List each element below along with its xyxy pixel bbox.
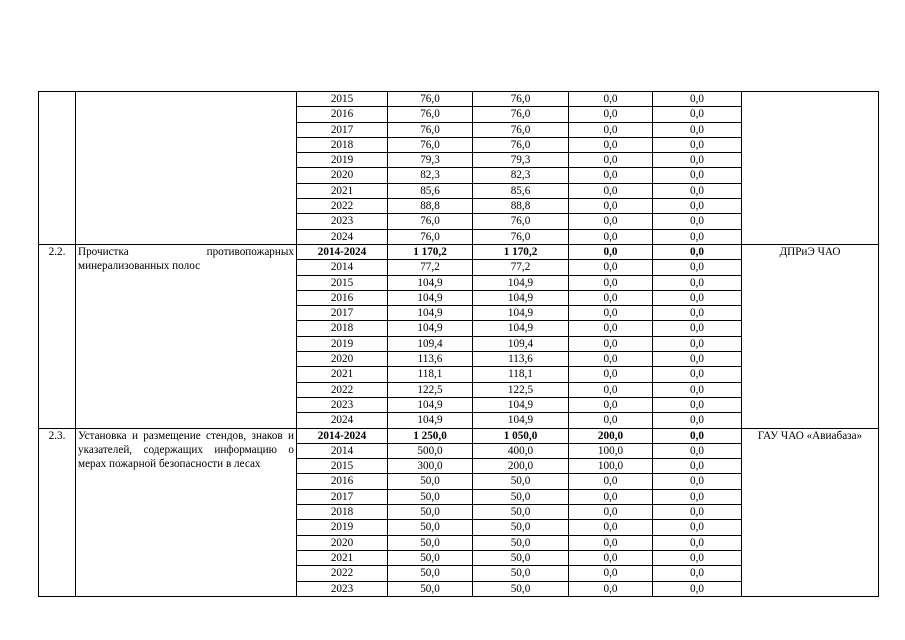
total-cell: 76,0 — [388, 137, 473, 152]
source2-cell: 0,0 — [569, 137, 653, 152]
source1-cell: 50,0 — [473, 474, 569, 489]
year-cell: 2016 — [297, 474, 388, 489]
source3-cell: 0,0 — [653, 459, 742, 474]
source2-cell: 0,0 — [569, 183, 653, 198]
total-cell: 50,0 — [388, 489, 473, 504]
source2-cell: 0,0 — [569, 367, 653, 382]
table-total-row — [39, 244, 879, 259]
source1-cell: 104,9 — [473, 321, 569, 336]
responsible-executor: ГАУ ЧАО «Авиабаза» — [742, 428, 879, 596]
total-cell: 50,0 — [388, 566, 473, 581]
year-cell: 2015 — [297, 459, 388, 474]
source3-cell: 0,0 — [653, 107, 742, 122]
year-cell: 2021 — [297, 367, 388, 382]
source1-cell: 50,0 — [473, 550, 569, 565]
total-cell: 85,6 — [388, 183, 473, 198]
total-cell: 50,0 — [388, 505, 473, 520]
year-cell: 2019 — [297, 520, 388, 535]
item-number — [39, 92, 76, 245]
responsible-executor — [742, 92, 879, 245]
total-cell: 77,2 — [388, 260, 473, 275]
source1-cell: 79,3 — [473, 153, 569, 168]
source3-cell: 0,0 — [653, 137, 742, 152]
year-cell: 2017 — [297, 306, 388, 321]
source1-cell: 122,5 — [473, 382, 569, 397]
source1-cell: 400,0 — [473, 443, 569, 458]
year-cell: 2014-2024 — [297, 428, 388, 443]
source1-cell: 109,4 — [473, 336, 569, 351]
source3-cell: 0,0 — [653, 321, 742, 336]
total-cell: 104,9 — [388, 321, 473, 336]
source2-cell: 0,0 — [569, 275, 653, 290]
source3-cell: 0,0 — [653, 382, 742, 397]
source1-cell: 85,6 — [473, 183, 569, 198]
total-cell: 50,0 — [388, 550, 473, 565]
source3-cell: 0,0 — [653, 443, 742, 458]
source3-cell: 0,0 — [653, 489, 742, 504]
year-cell: 2021 — [297, 183, 388, 198]
source1-cell: 1 170,2 — [473, 244, 569, 259]
source1-cell: 76,0 — [473, 122, 569, 137]
source1-cell: 104,9 — [473, 290, 569, 305]
table-row — [39, 92, 879, 107]
year-cell: 2024 — [297, 413, 388, 428]
year-cell: 2014 — [297, 443, 388, 458]
source2-cell: 0,0 — [569, 520, 653, 535]
source1-cell: 76,0 — [473, 214, 569, 229]
total-cell: 1 170,2 — [388, 244, 473, 259]
total-cell: 113,6 — [388, 352, 473, 367]
source1-cell: 104,9 — [473, 306, 569, 321]
source3-cell: 0,0 — [653, 581, 742, 596]
source3-cell: 0,0 — [653, 505, 742, 520]
total-cell: 76,0 — [388, 229, 473, 244]
total-cell: 104,9 — [388, 306, 473, 321]
source2-cell: 0,0 — [569, 229, 653, 244]
year-cell: 2015 — [297, 275, 388, 290]
year-cell: 2017 — [297, 122, 388, 137]
budget-table-body — [39, 92, 879, 597]
year-cell: 2022 — [297, 382, 388, 397]
budget-table — [38, 91, 879, 597]
total-cell: 50,0 — [388, 520, 473, 535]
source1-cell: 50,0 — [473, 489, 569, 504]
year-cell: 2016 — [297, 107, 388, 122]
source3-cell: 0,0 — [653, 413, 742, 428]
source3-cell: 0,0 — [653, 199, 742, 214]
year-cell: 2015 — [297, 92, 388, 107]
total-cell: 300,0 — [388, 459, 473, 474]
source3-cell: 0,0 — [653, 550, 742, 565]
source3-cell: 0,0 — [653, 229, 742, 244]
source3-cell: 0,0 — [653, 122, 742, 137]
total-cell: 1 250,0 — [388, 428, 473, 443]
total-cell: 76,0 — [388, 214, 473, 229]
source3-cell: 0,0 — [653, 397, 742, 412]
total-cell: 76,0 — [388, 107, 473, 122]
total-cell: 122,5 — [388, 382, 473, 397]
source2-cell: 200,0 — [569, 428, 653, 443]
item-description: Установка и размещение стендов, знаков и указателей, содержащих информацию о мерах пожарной безопасности в лесах — [76, 428, 297, 596]
source2-cell: 0,0 — [569, 581, 653, 596]
total-cell: 82,3 — [388, 168, 473, 183]
source3-cell: 0,0 — [653, 92, 742, 107]
year-cell: 2018 — [297, 321, 388, 336]
source3-cell: 0,0 — [653, 367, 742, 382]
year-cell: 2023 — [297, 581, 388, 596]
source3-cell: 0,0 — [653, 566, 742, 581]
source2-cell: 0,0 — [569, 122, 653, 137]
source2-cell: 0,0 — [569, 352, 653, 367]
source2-cell: 0,0 — [569, 107, 653, 122]
source3-cell: 0,0 — [653, 168, 742, 183]
source2-cell: 0,0 — [569, 290, 653, 305]
item-number: 2.3. — [39, 428, 76, 596]
source2-cell: 0,0 — [569, 153, 653, 168]
source3-cell: 0,0 — [653, 214, 742, 229]
total-cell: 109,4 — [388, 336, 473, 351]
source1-cell: 200,0 — [473, 459, 569, 474]
year-cell: 2024 — [297, 229, 388, 244]
total-cell: 104,9 — [388, 275, 473, 290]
source1-cell: 104,9 — [473, 413, 569, 428]
source1-cell: 1 050,0 — [473, 428, 569, 443]
year-cell: 2014-2024 — [297, 244, 388, 259]
source2-cell: 100,0 — [569, 443, 653, 458]
source3-cell: 0,0 — [653, 352, 742, 367]
total-cell: 76,0 — [388, 122, 473, 137]
source2-cell: 100,0 — [569, 459, 653, 474]
total-cell: 50,0 — [388, 535, 473, 550]
source3-cell: 0,0 — [653, 260, 742, 275]
total-cell: 500,0 — [388, 443, 473, 458]
source2-cell: 0,0 — [569, 306, 653, 321]
source2-cell: 0,0 — [569, 336, 653, 351]
source1-cell: 76,0 — [473, 92, 569, 107]
source1-cell: 50,0 — [473, 505, 569, 520]
total-cell: 118,1 — [388, 367, 473, 382]
year-cell: 2017 — [297, 489, 388, 504]
total-cell: 50,0 — [388, 581, 473, 596]
item-description — [76, 92, 297, 245]
year-cell: 2023 — [297, 214, 388, 229]
source3-cell: 0,0 — [653, 474, 742, 489]
source1-cell: 50,0 — [473, 566, 569, 581]
year-cell: 2022 — [297, 566, 388, 581]
source2-cell: 0,0 — [569, 244, 653, 259]
year-cell: 2018 — [297, 505, 388, 520]
year-cell: 2021 — [297, 550, 388, 565]
total-cell: 104,9 — [388, 290, 473, 305]
source3-cell: 0,0 — [653, 244, 742, 259]
source2-cell: 0,0 — [569, 321, 653, 336]
source3-cell: 0,0 — [653, 153, 742, 168]
source2-cell: 0,0 — [569, 382, 653, 397]
source1-cell: 50,0 — [473, 581, 569, 596]
year-cell: 2020 — [297, 168, 388, 183]
source2-cell: 0,0 — [569, 214, 653, 229]
source1-cell: 104,9 — [473, 397, 569, 412]
source1-cell: 50,0 — [473, 520, 569, 535]
source1-cell: 104,9 — [473, 275, 569, 290]
source1-cell: 77,2 — [473, 260, 569, 275]
source1-cell: 118,1 — [473, 367, 569, 382]
source2-cell: 0,0 — [569, 489, 653, 504]
source1-cell: 113,6 — [473, 352, 569, 367]
source3-cell: 0,0 — [653, 336, 742, 351]
year-cell: 2020 — [297, 352, 388, 367]
total-cell: 104,9 — [388, 397, 473, 412]
source2-cell: 0,0 — [569, 566, 653, 581]
total-cell: 50,0 — [388, 474, 473, 489]
source2-cell: 0,0 — [569, 92, 653, 107]
year-cell: 2014 — [297, 260, 388, 275]
source2-cell: 0,0 — [569, 168, 653, 183]
year-cell: 2020 — [297, 535, 388, 550]
source1-cell: 88,8 — [473, 199, 569, 214]
source3-cell: 0,0 — [653, 535, 742, 550]
source2-cell: 0,0 — [569, 505, 653, 520]
source3-cell: 0,0 — [653, 520, 742, 535]
year-cell: 2019 — [297, 336, 388, 351]
source1-cell: 82,3 — [473, 168, 569, 183]
total-cell: 88,8 — [388, 199, 473, 214]
source1-cell: 76,0 — [473, 137, 569, 152]
year-cell: 2023 — [297, 397, 388, 412]
source2-cell: 0,0 — [569, 199, 653, 214]
total-cell: 76,0 — [388, 92, 473, 107]
responsible-executor: ДПРиЭ ЧАО — [742, 244, 879, 428]
source1-cell: 50,0 — [473, 535, 569, 550]
source2-cell: 0,0 — [569, 260, 653, 275]
source1-cell: 76,0 — [473, 107, 569, 122]
source2-cell: 0,0 — [569, 550, 653, 565]
source2-cell: 0,0 — [569, 413, 653, 428]
total-cell: 79,3 — [388, 153, 473, 168]
year-cell: 2019 — [297, 153, 388, 168]
source2-cell: 0,0 — [569, 397, 653, 412]
total-cell: 104,9 — [388, 413, 473, 428]
source3-cell: 0,0 — [653, 428, 742, 443]
source3-cell: 0,0 — [653, 306, 742, 321]
source2-cell: 0,0 — [569, 535, 653, 550]
source2-cell: 0,0 — [569, 474, 653, 489]
source1-cell: 76,0 — [473, 229, 569, 244]
table-total-row — [39, 428, 879, 443]
source3-cell: 0,0 — [653, 290, 742, 305]
item-description: Прочистка противопожарных минерализованных полос — [76, 244, 297, 428]
year-cell: 2022 — [297, 199, 388, 214]
year-cell: 2016 — [297, 290, 388, 305]
source3-cell: 0,0 — [653, 183, 742, 198]
item-number: 2.2. — [39, 244, 76, 428]
source3-cell: 0,0 — [653, 275, 742, 290]
year-cell: 2018 — [297, 137, 388, 152]
